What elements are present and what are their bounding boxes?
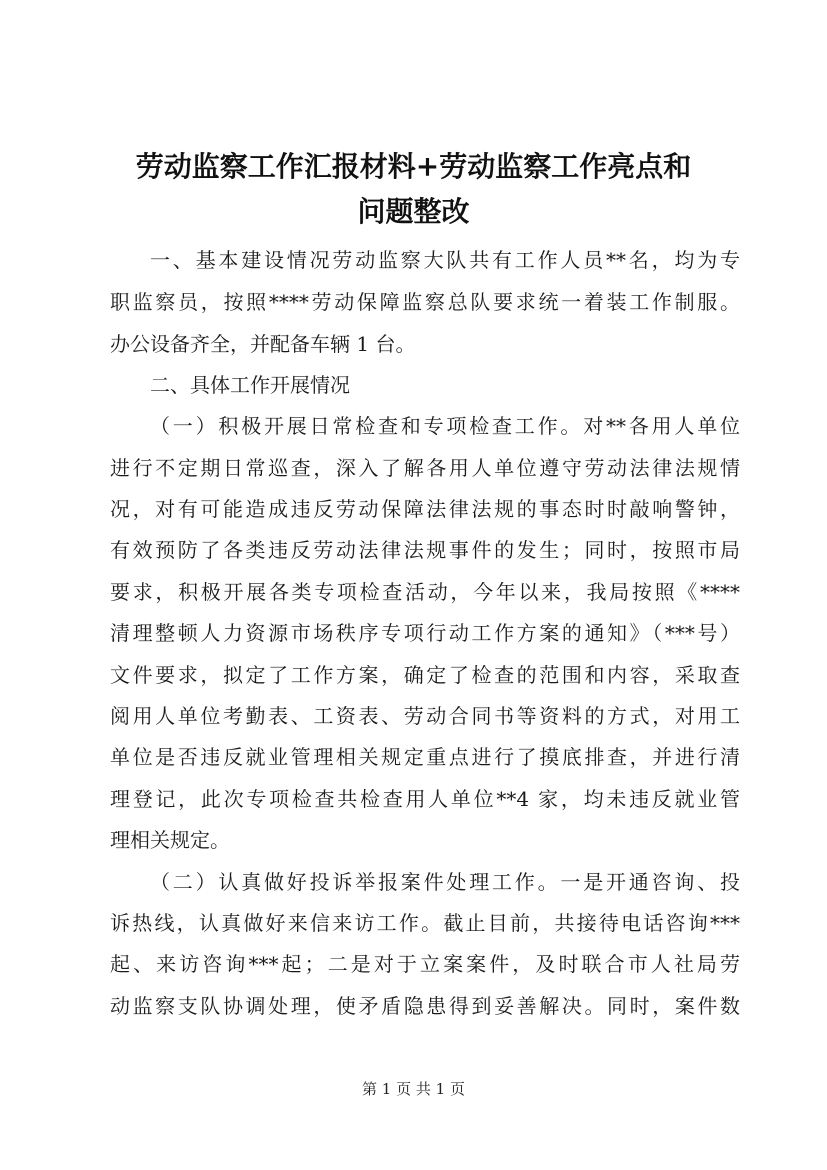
document-title-line2: 问题整改 (357, 195, 470, 228)
body-line: 要求，积极开展各类专项检查活动，今年以来，我局按照《**** (110, 580, 740, 604)
body-line: 理登记，此次专项检查共检查用人单位**4 家，均未违反就业管 (110, 787, 740, 811)
body-line: 况，对有可能造成违反劳动保障法律法规的事态时时敲响警钟， (110, 497, 740, 521)
body-line: 有效预防了各类违反劳动法律法规事件的发生；同时，按照市局 (110, 538, 740, 562)
body-line: 一、基本建设情况劳动监察大队共有工作人员**名，均为专 (150, 248, 740, 272)
body-line: 职监察员，按照****劳动保障监察总队要求统一着装工作制服。 (110, 290, 740, 314)
body-line: 二、具体工作开展情况 (150, 373, 350, 397)
body-line: 文件要求，拟定了工作方案，确定了检查的范围和内容，采取查 (110, 663, 740, 687)
page-footer: 第 1 页 共 1 页 (362, 1080, 465, 1098)
body-line: （二）认真做好投诉举报案件处理工作。一是开通咨询、投 (150, 870, 740, 894)
body-line: 动监察支队协调处理，使矛盾隐患得到妥善解决。同时，案件数 (110, 994, 740, 1018)
body-line: 诉热线，认真做好来信来访工作。截止目前，共接待电话咨询*** (110, 911, 740, 935)
body-line: 阅用人单位考勤表、工资表、劳动合同书等资料的方式，对用工 (110, 704, 740, 728)
body-line: 清理整顿人力资源市场秩序专项行动工作方案的通知》（***号） (110, 621, 740, 645)
body-line: 单位是否违反就业管理相关规定重点进行了摸底排查，并进行清 (110, 745, 740, 769)
document-title-line1: 劳动监察工作汇报材料+劳动监察工作亮点和 (135, 150, 692, 183)
body-line: （一）积极开展日常检查和专项检查工作。对**各用人单位 (150, 414, 740, 438)
body-line: 起、来访咨询***起；二是对于立案案件，及时联合市人社局劳 (110, 952, 740, 976)
body-line: 进行不定期日常巡查，深入了解各用人单位遵守劳动法律法规情 (110, 456, 740, 480)
body-line: 理相关规定。 (110, 828, 230, 852)
body-line: 办公设备齐全，并配备车辆 1 台。 (110, 332, 416, 356)
